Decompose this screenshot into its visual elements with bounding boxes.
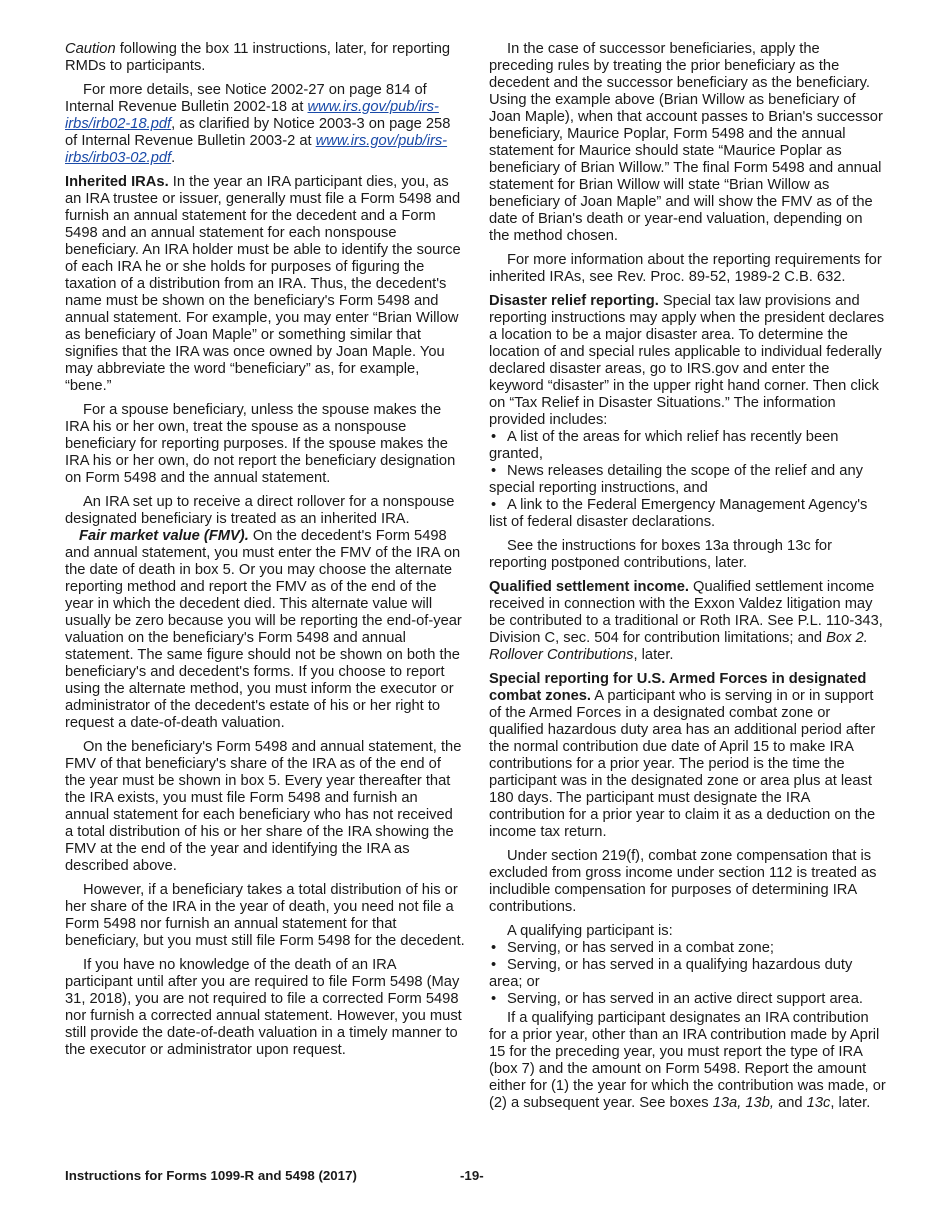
qualifying-bullet-list [489,940,887,1008]
total-distribution-paragraph: However, if a beneficiary takes a total distribution of his or her share of the IRA in the year of death, you need not file a Form 5498 nor furnish an annual statement for that beneficiary, but you must still file Form 5498 for the decedent. [65,882,465,949]
direct-rollover-paragraph: An IRA set up to receive a direct rollover for a nonspouse designated beneficiary is treated as an inherited IRA. [65,494,455,527]
spouse-beneficiary-paragraph: For a spouse beneficiary, unless the spouse makes the IRA his or her own, treat the spouse as a nonspouse beneficiary for reporting purposes. If the spouse makes the IRA his or her own, do not report the beneficiary designation on Form 5498 and the annual statement. [65,402,456,486]
qualified-settlement-paragraph: Qualified settlement income. Qualified settlement income received in connection with the Exxon Valdez litigation may be contributed to a traditional or Roth IRA. See P.L. 110-343, Division C, sec. 504 for contribution limitations; and Box 2. Rollover Contributions, later. [489,579,883,663]
left-column [65,41,465,1066]
list-item: • News releases detailing the scope of the relief and any special reporting instructions, and [489,463,863,496]
disaster-relief-heading: Disaster relief reporting. [489,293,659,309]
no-knowledge-paragraph: If you have no knowledge of the death of an IRA participant until after you are required to file Form 5498 (May 31, 2018), you are not required to file a corrected Form 5498 nor furnish a corrected annual statement. However, you must still provide the date-of-death valuation in a timely manner to the executor or administrator upon request. [65,957,462,1058]
qualified-settlement-heading: Qualified settlement income. [489,579,689,595]
disaster-relief-paragraph: Disaster relief reporting. Special tax law provisions and reporting instructions may apply when the president declares a location to be a major disaster area. To determine the location of and special rules applicable to individual federally declared disaster areas, go to IRS.gov and enter the keyword “disaster” in the upper right hand corner. Then click on “Tax Relief in Disaster Situations.” The information provided includes: [489,293,885,428]
list-item: • Serving, or has served in a qualifying hazardous duty area; or [489,957,853,990]
beneficiary-form-paragraph: On the beneficiary's Form 5498 and annual statement, the FMV of that beneficiary's share of the IRA as of the end of the year must be shown in box 5. Every year thereafter that the IRA exists, you must file Form 5498 and furnish an annual statement for each beneficiary who has not received a total distribution of his or her share of the IRA showing the FMV at the end of the year and identifying the IRA as described above. [65,739,462,874]
combat-zones-paragraph: Special reporting for U.S. Armed Forces in designated combat zones. A participant who is serving in or in support of the Armed Forces in a designated combat zone or qualified hazardous duty area has an additional period after the normal contribution due date of April 15 to make IRA contributions for a prior year. The period is the time the participant was in the designated zone or area plus at least 180 days. The participant must designate the IRA contribution for a prior year to claim it as a deduction on the income tax return. [489,671,876,840]
see-instructions-paragraph: See the instructions for boxes 13a through 13c for reporting postponed contributions, later. [489,538,832,571]
designates-paragraph: If a qualifying participant designates an IRA contribution for a prior year, other than an IRA contribution made by April 15 for the preceding year, you must report the type of IRA (box 7) and the amount on Form 5498. Report the amount either for (1) the year for which the contribution was made, or (2) a subsequent year. See boxes 13a, 13b, and 13c, later. [489,1010,886,1111]
caution-paragraph: Caution following the box 11 instructions, later, for reporting RMDs to participants. [65,41,451,74]
list-item: • A link to the Federal Emergency Management Agency's list of federal disaster declarations. [489,497,868,530]
section-219-paragraph: Under section 219(f), combat zone compensation that is excluded from gross income under section 112 is treated as includible compensation for purposes of determining IRA contributions. [489,848,877,915]
irb03-02-link[interactable]: www.irs.gov/pub/irs-irbs/irb03-02.pdf [65,133,448,166]
inherited-iras-heading: Inherited IRAs. [65,174,169,190]
irb02-18-link[interactable]: www.irs.gov/pub/irs-irbs/irb02-18.pdf [65,99,439,132]
more-info-paragraph: For more information about the reporting requirements for inherited IRAs, see Rev. Proc. 89-52, 1989-2 C.B. 632. [489,252,882,285]
disaster-bullet-list [489,429,887,531]
right-column [489,41,887,1119]
combat-zones-heading: Special reporting for U.S. Armed Forces in designated combat zones. [489,671,867,704]
details-paragraph: For more details, see Notice 2002-27 on page 814 of Internal Revenue Bulletin 2002-18 at www.irs.gov/pub/irs-irbs/irb02-18.pdf, as clarified by Notice 2003-3 on page 258 of Internal Revenue Bulletin 2003-2 at www.irs.gov/pub/irs-irbs/irb03-02.pdf. [65,82,451,166]
list-item: • Serving, or has served in an active direct support area. [491,991,863,1007]
list-item: • Serving, or has served in a combat zone; [491,940,774,956]
inherited-iras-paragraph: Inherited IRAs. In the year an IRA participant dies, you, as an IRA trustee or issuer, generally must file a Form 5498 and furnish an annual statement for the decedent and a Form 5498 and an annual statement for each nonspouse beneficiary. An IRA holder must be able to identify the source of each IRA he or she holds for purposes of figuring the taxation of a distribution from an IRA. Thus, the decedent's name must be shown on the beneficiary's Form 5498 and annual statement. For example, you may enter “Brian Willow as beneficiary of Joan Maple” or something similar that signifies that the IRA was once owned by Joan Maple. You may abbreviate the word “beneficiary” as, for example, “bene.” [65,174,461,394]
footer-title: Instructions for Forms 1099-R and 5498 (2017) [65,1168,357,1183]
caution-label: Caution [65,41,116,57]
fmv-heading: Fair market value (FMV). [79,528,249,544]
fmv-paragraph: Fair market value (FMV). On the decedent's Form 5498 and annual statement, you must enter the FMV of the IRA on the date of death in box 5. Or you may choose the alternate reporting method and report the FMV as of the end of the year in which the decedent died. This alternate value will usually be zero because you will be reporting the end-of-year valuation on the beneficiary's Form 5498 and annual statement. The same figure should not be shown on both the beneficiary's and decedent's forms. If you choose to report using the alternate method, you must inform the executor or administrator of the decedent's estate of his or her right to request a date-of-death valuation. [65,528,462,731]
page-number: -19- [460,1168,484,1183]
qualifying-intro: A qualifying participant is: [507,923,673,939]
successor-paragraph: In the case of successor beneficiaries, apply the preceding rules by treating the prior beneficiary as the decedent and the successor beneficiary as the beneficiary. Using the example above (Brian Willow as beneficiary of Joan Maple), when that account passes to Brian's successor beneficiary, Maurice Poplar, Form 5498 and the annual statement for Maurice should state “Maurice Poplar as beneficiary of Brian Willow.” The final Form 5498 and annual statement for Brian Willow will state “Brian Willow as beneficiary of Joan Maple” and will show the FMV as of the date of Brian's death or year-end valuation, depending on the method chosen. [489,41,883,244]
list-item: • A list of the areas for which relief has recently been granted, [489,429,839,462]
